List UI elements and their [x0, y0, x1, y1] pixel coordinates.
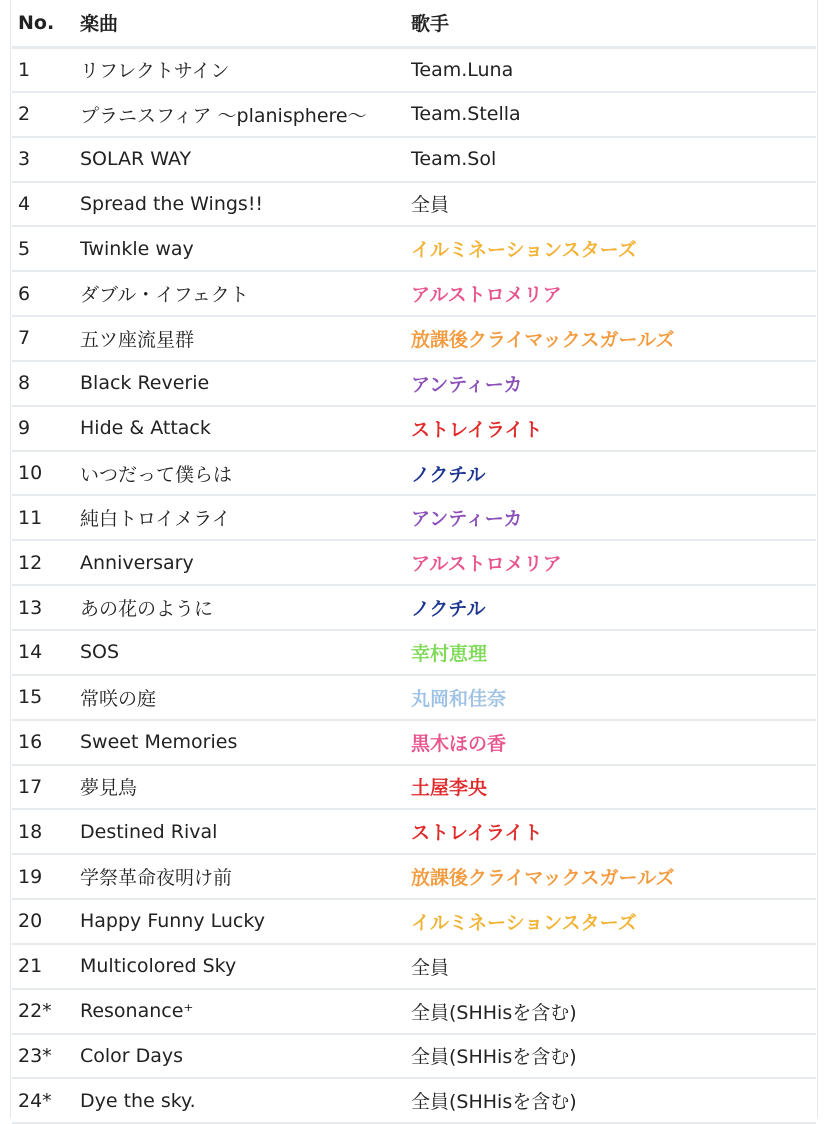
song-title: Black Reverie [80, 361, 411, 406]
song-title: Dye the sky. [80, 1078, 411, 1123]
artist-name: 全員(SHHisを含む) [411, 1034, 816, 1079]
header-no: No. [12, 0, 80, 47]
table-row [12, 92, 816, 137]
row-number: 19 [12, 854, 80, 899]
row-number: 22* [12, 989, 80, 1034]
table-row [12, 361, 816, 406]
artist-name: アルストロメリア [411, 540, 816, 585]
song-title: プラニスフィア 〜planisphere〜 [80, 92, 411, 137]
artist-name: ストレイライト [411, 809, 816, 854]
song-title: Color Days [80, 1034, 411, 1079]
row-number: 3 [12, 137, 80, 182]
table-row [12, 316, 816, 361]
table-row [12, 271, 816, 316]
song-title: あの花のように [80, 585, 411, 630]
song-title: 学祭革命夜明け前 [80, 854, 411, 899]
table-row [12, 495, 816, 540]
table-header [12, 0, 816, 47]
row-number: 24* [12, 1078, 80, 1123]
song-title: Anniversary [80, 540, 411, 585]
setlist-table [12, 0, 816, 1124]
row-number: 6 [12, 271, 80, 316]
table-row [12, 899, 816, 944]
song-title: 常咲の庭 [80, 675, 411, 720]
artist-name: 全員(SHHisを含む) [411, 1078, 816, 1123]
song-title: Sweet Memories [80, 720, 411, 765]
song-title: SOLAR WAY [80, 137, 411, 182]
artist-name: 土屋李央 [411, 765, 816, 810]
row-number: 9 [12, 406, 80, 451]
table-row [12, 226, 816, 271]
row-number: 21 [12, 944, 80, 989]
row-number: 12 [12, 540, 80, 585]
song-title: リフレクトサイン [80, 47, 411, 92]
artist-name: ノクチル [411, 451, 816, 496]
table-row [12, 585, 816, 630]
song-title: Twinkle way [80, 226, 411, 271]
song-title: 五ツ座流星群 [80, 316, 411, 361]
header-song: 楽曲 [80, 0, 411, 47]
table-row [12, 675, 816, 720]
song-title: ダブル・イフェクト [80, 271, 411, 316]
song-title: Happy Funny Lucky [80, 899, 411, 944]
song-title: 純白トロイメライ [80, 495, 411, 540]
table-row [12, 1078, 816, 1123]
song-title: Resonance⁺ [80, 989, 411, 1034]
row-number: 18 [12, 809, 80, 854]
artist-name: Team.Stella [411, 92, 816, 137]
table-row [12, 1034, 816, 1079]
row-number: 8 [12, 361, 80, 406]
row-number: 23* [12, 1034, 80, 1079]
table-row [12, 137, 816, 182]
row-number: 7 [12, 316, 80, 361]
row-number: 11 [12, 495, 80, 540]
table-row [12, 406, 816, 451]
artist-name: 黒木ほの香 [411, 720, 816, 765]
header-artist: 歌手 [411, 0, 816, 47]
table-row [12, 809, 816, 854]
table-row [12, 765, 816, 810]
artist-name: アンティーカ [411, 495, 816, 540]
artist-name: 全員 [411, 182, 816, 227]
table-row [12, 720, 816, 765]
row-number: 2 [12, 92, 80, 137]
artist-name: Team.Sol [411, 137, 816, 182]
artist-name: 全員 [411, 944, 816, 989]
artist-name: ノクチル [411, 585, 816, 630]
table-body [12, 47, 816, 1123]
row-number: 17 [12, 765, 80, 810]
row-number: 5 [12, 226, 80, 271]
artist-name: 放課後クライマックスガールズ [411, 854, 816, 899]
song-title: SOS [80, 630, 411, 675]
artist-name: 幸村恵理 [411, 630, 816, 675]
row-number: 16 [12, 720, 80, 765]
artist-name: Team.Luna [411, 47, 816, 92]
artist-name: 放課後クライマックスガールズ [411, 316, 816, 361]
row-number: 1 [12, 47, 80, 92]
artist-name: 全員(SHHisを含む) [411, 989, 816, 1034]
song-title: いつだって僕らは [80, 451, 411, 496]
row-number: 15 [12, 675, 80, 720]
artist-name: ストレイライト [411, 406, 816, 451]
table-row [12, 630, 816, 675]
song-title: Multicolored Sky [80, 944, 411, 989]
artist-name: イルミネーションスターズ [411, 226, 816, 271]
song-title: Spread the Wings!! [80, 182, 411, 227]
table-row [12, 854, 816, 899]
artist-name: イルミネーションスターズ [411, 899, 816, 944]
song-title: 夢見鳥 [80, 765, 411, 810]
row-number: 13 [12, 585, 80, 630]
table-row [12, 182, 816, 227]
table-row [12, 989, 816, 1034]
table-row [12, 451, 816, 496]
song-title: Hide & Attack [80, 406, 411, 451]
row-number: 20 [12, 899, 80, 944]
artist-name: アンティーカ [411, 361, 816, 406]
row-number: 4 [12, 182, 80, 227]
row-number: 10 [12, 451, 80, 496]
artist-name: アルストロメリア [411, 271, 816, 316]
artist-name: 丸岡和佳奈 [411, 675, 816, 720]
header-row [12, 0, 816, 47]
table-row [12, 944, 816, 989]
table-row [12, 47, 816, 92]
song-title: Destined Rival [80, 809, 411, 854]
row-number: 14 [12, 630, 80, 675]
table-row [12, 540, 816, 585]
